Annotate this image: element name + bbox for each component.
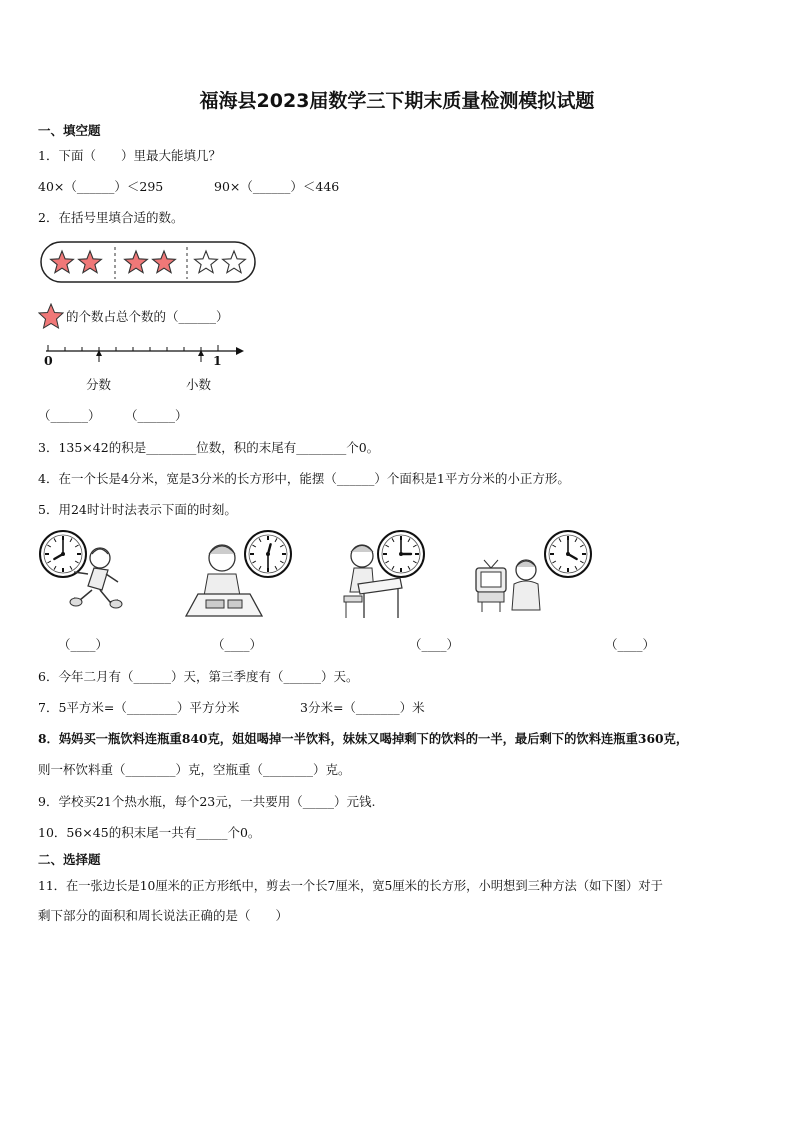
section-fill-heading: 一、填空题 — [38, 123, 101, 138]
page-title: 福海县2023届数学三下期末质量检测模拟试题 — [199, 90, 595, 112]
star-icon — [38, 303, 64, 329]
blank-decimal: （______） — [125, 408, 188, 423]
desk-child-picture — [340, 540, 406, 620]
blank-fraction: （______） — [38, 408, 101, 423]
question-10: 10．56×45的积末尾一共有_____个0。 — [38, 825, 261, 840]
filled-star-icon — [125, 251, 148, 273]
question-4: 4．在一个长是4分米，宽是3分米的长方形中，能摆（______）个面积是1平方分米的小正方形。 — [38, 471, 570, 486]
question-7-part-a: 7．5平方米=（________）平方分米 — [38, 700, 240, 715]
star-row — [51, 251, 246, 273]
question-3: 3．135×42的积是________位数，积的末尾有________个0。 — [38, 440, 380, 455]
question-8-line-2: 则一杯饮料重（________）克，空瓶重（________）克。 — [38, 762, 351, 777]
filled-star-icon — [79, 251, 102, 273]
question-2-stem: 2．在括号里填合适的数。 — [38, 210, 184, 225]
question-5-stem: 5．用24时计时法表示下面的时刻。 — [38, 502, 237, 517]
section-choice-heading: 二、选择题 — [38, 852, 101, 867]
question-5-blank-1: （____） — [58, 637, 109, 652]
question-5-blank-4: （____） — [605, 637, 656, 652]
clock-icon — [543, 529, 593, 579]
question-2-star-text: 的个数占总个数的（______） — [66, 309, 229, 324]
filled-star-icon — [51, 251, 74, 273]
question-8-line-1: 8．妈妈买一瓶饮料连瓶重840克，姐姐喝掉一半饮料，妹妹又喝掉剩下的饮料的一半，最后剩下的饮料连瓶重360克， — [38, 731, 689, 746]
question-11-line-2: 剩下部分的面积和周长说法正确的是（ ） — [38, 908, 289, 923]
question-5-blank-3: （____） — [409, 637, 460, 652]
filled-star-icon — [153, 251, 176, 273]
eating-child-picture — [184, 540, 264, 618]
star-group-box — [40, 241, 258, 287]
question-1-part-a: 40×（______）＜295 — [38, 179, 164, 194]
tv-child-picture — [474, 556, 546, 616]
number-line-tick-0: 0 — [44, 353, 53, 368]
empty-star-icon — [223, 251, 246, 273]
label-fraction: 分数 — [86, 377, 112, 392]
question-9: 9．学校买21个热水瓶，每个23元，一共要用（_____）元钱. — [38, 794, 376, 809]
number-line-tick-1: 1 — [213, 353, 222, 368]
question-11-line-1: 11．在一张边长是10厘米的正方形纸中，剪去一个长7厘米，宽5厘米的长方形，小明想到三种方法（如下图）对于 — [38, 879, 663, 893]
question-5-blank-2: （____） — [212, 637, 263, 652]
question-1-stem: 1．下面（ ）里最大能填几？ — [38, 148, 221, 163]
question-6: 6．今年二月有（______）天，第三季度有（______）天。 — [38, 669, 359, 684]
running-child-picture — [66, 544, 126, 614]
label-decimal: 小数 — [186, 377, 212, 392]
question-7-part-b: 3分米=（_______）米 — [300, 700, 425, 715]
question-1-part-b: 90×（______）＜446 — [214, 179, 340, 194]
empty-star-icon — [195, 251, 218, 273]
